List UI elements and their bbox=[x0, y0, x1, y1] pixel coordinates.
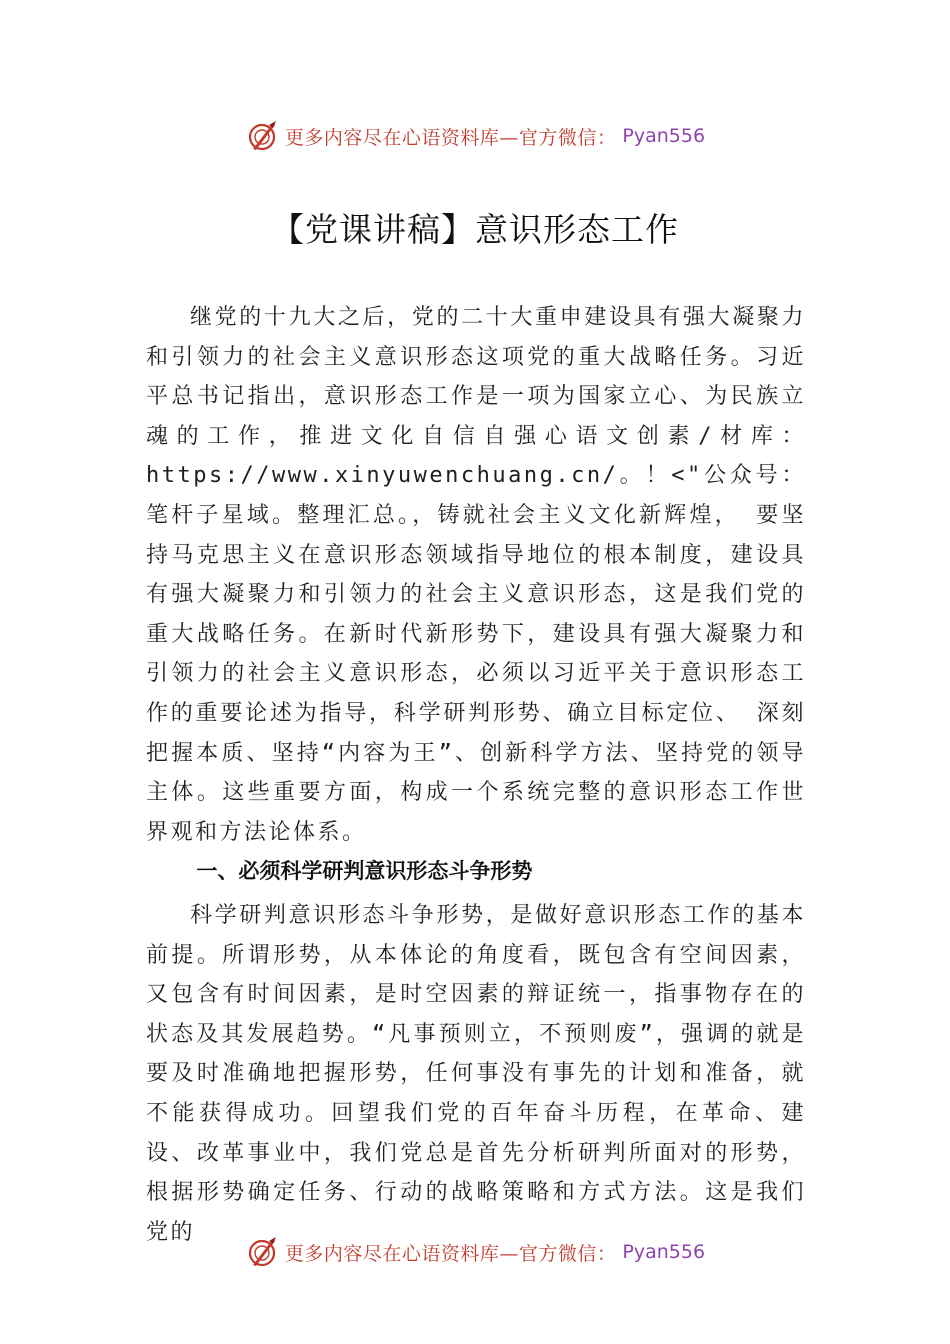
section-heading-1: 一、必须科学研判意识形态斗争形势 bbox=[196, 859, 533, 883]
quill-seal-icon bbox=[245, 1235, 279, 1269]
paragraph-intro: 继党的十九大之后，党的二十大重申建设具有强大凝聚力和引领力的社会主义意识形态这项党的重大战略任务。习近平总书记指出，意识形态工作是一项为国家立心、为民族立魂的工作，推进文化自信自强心语文创素/材库：https://www.xinyuwenchuang.cn/。！<"公众号：笔杆子星域。整理汇总。，铸就社会主义文化新辉煌， 要坚持马克思主义在意识形态领域指导地位的根本制度，建设具有强大凝聚力和引领力的社会主义意识形态，这是我们党的重大战略任务。在新时代新形势下，建设具有强大凝聚力和引领力的社会主义意识形态，必须以习近平关于意识形态工作的重要论述为指导，科学研判形势、确立目标定位、 深刻把握本质、坚持“内容为王”、创新科学方法、坚持党的领导主体。这些重要方面，构成一个系统完整的意识形态工作世界观和方法论体系。 bbox=[146, 305, 806, 845]
watermark-text: 更多内容尽在心语资料库—官方微信： bbox=[284, 126, 617, 149]
footer-watermark bbox=[0, 1232, 950, 1272]
watermark-wechat-id: Pyan556 bbox=[622, 1241, 706, 1263]
quill-seal-icon bbox=[245, 119, 279, 153]
watermark-text: 更多内容尽在心语资料库—官方微信： bbox=[284, 1242, 617, 1265]
document-title: 【党课讲稿】意识形态工作 bbox=[271, 210, 679, 249]
watermark-wechat-id: Pyan556 bbox=[622, 125, 706, 147]
header-watermark bbox=[0, 116, 950, 156]
paragraph-section-1: 科学研判意识形态斗争形势，是做好意识形态工作的基本前提。所谓形势，从本体论的角度看，既包含有空间因素，又包含有时间因素，是时空因素的辩证统一，指事物存在的状态及其发展趋势。“凡事预则立，不预则废”，强调的就是要及时准确地把握形势，任何事没有事先的计划和准备，就不能获得成功。回望我们党的百年奋斗历程，在革命、建设、改革事业中，我们党总是首先分析研判所面对的形势，根据形势确定任务、行动的战略策略和方式方法。这是我们党的 bbox=[146, 903, 806, 1245]
